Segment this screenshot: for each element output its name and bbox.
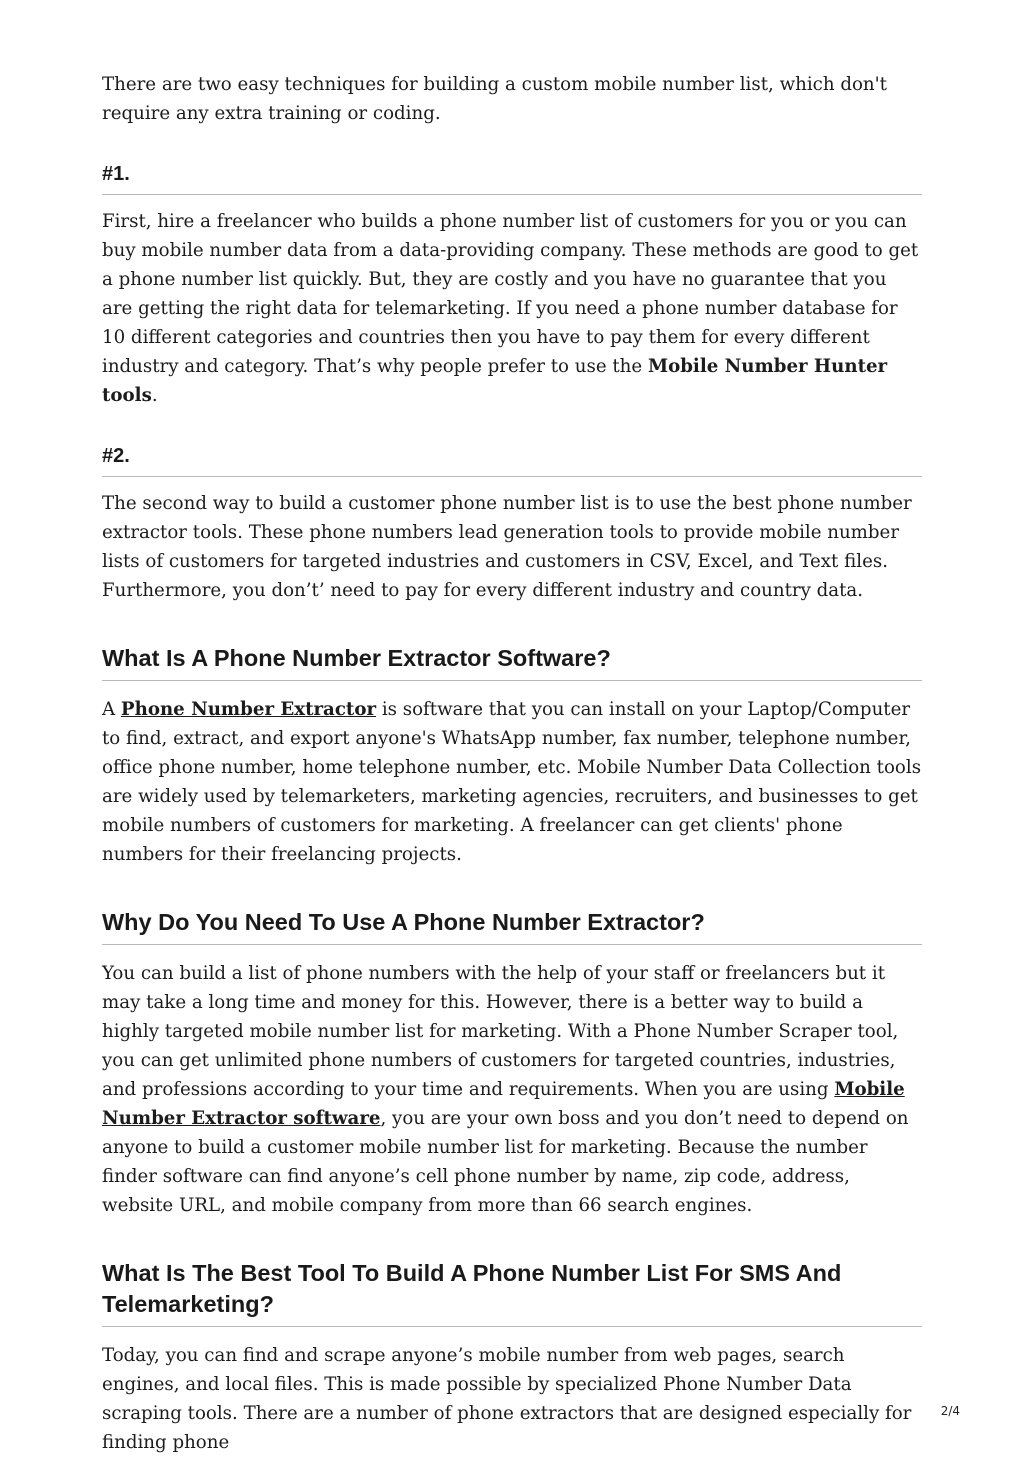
best-tool-text: Today, you can find and scrape anyone’s mobile number from web pages, search engines, and local files. This is made possible by specialized Phone Number Data scraping tools. There are a number of phone extractors that are designed especially for finding phone — [102, 1345, 912, 1453]
intro-paragraph — [102, 70, 922, 128]
page-number: 2/4 — [940, 1404, 960, 1418]
best-tool-paragraph — [102, 1341, 922, 1457]
what-is-extractor-heading: What Is A Phone Number Extractor Software? — [102, 643, 922, 681]
method-1-text: First, hire a freelancer who builds a phone number list of customers for you or you can buy mobile number data from a data-providing company. These methods are good to get a phone number list quickly. But, they are costly and you have no guarantee that you are getting the right data for telemarketing. If you need a phone number database for 10 different categories and countries then you have to pay them for every different industry and category. That’s why people prefer to use the — [102, 211, 919, 377]
phone-number-extractor-link[interactable]: Phone Number Extractor — [120, 699, 377, 720]
why-text-end: , you are your own boss and you don’t need to depend on anyone to build a customer mobile number list for marketing. Because the number finder software can find anyone’s cell phone number by name, zip code, address, website URL, and mobile company from more than 66 search engines. — [102, 1108, 909, 1216]
method-2-text: The second way to build a customer phone number list is to use the best phone number extractor tools. These phone numbers lead generation tools to provide mobile number lists of customers for targeted industries and customers in CSV, Excel, and Text files. Furthermore, you don’t’ need to pay for every different industry and country data. — [102, 493, 912, 601]
method-2-heading: #2. — [102, 442, 922, 477]
why-text-start: You can build a list of phone numbers with the help of your staff or freelancers but it may take a long time and money for this. However, there is a better way to build a highly targeted mobile number list for marketing. With a Phone Number Scraper tool, you can get unlimited phone numbers of customers for targeted countries, industries, and professions according to your time and requirements. When you are using — [102, 963, 899, 1100]
what-is-extractor-paragraph — [102, 695, 922, 869]
method-1-paragraph — [102, 207, 922, 410]
best-tool-heading: What Is The Best Tool To Build A Phone Number List For SMS And Telemarketing? — [102, 1258, 922, 1327]
what-is-text-end: is software that you can install on your Laptop/Computer to find, extract, and export anyone's WhatsApp number, fax number, telephone number, office phone number, home telephone number, etc. Mobile Number Data Collection tools are widely used by telemarketers, marketing agencies, recruiters, and businesses to get mobile numbers of customers for marketing. A freelancer can get clients' phone numbers for their freelancing projects. — [102, 699, 922, 865]
mobile-number-hunter-bold: Mobile Number Hunter tools — [102, 356, 888, 406]
what-is-text-start: A — [102, 699, 121, 720]
why-use-extractor-heading: Why Do You Need To Use A Phone Number Extractor? — [102, 907, 922, 945]
method-1-heading: #1. — [102, 160, 922, 195]
method-1-text-end: . — [151, 385, 158, 406]
intro-text: There are two easy techniques for building a custom mobile number list, which don't require any extra training or coding. — [102, 74, 887, 124]
mobile-number-extractor-software-link[interactable]: Mobile Number Extractor software — [102, 1079, 905, 1129]
document-page — [102, 70, 922, 1457]
why-use-extractor-paragraph — [102, 959, 922, 1220]
method-2-paragraph — [102, 489, 922, 605]
